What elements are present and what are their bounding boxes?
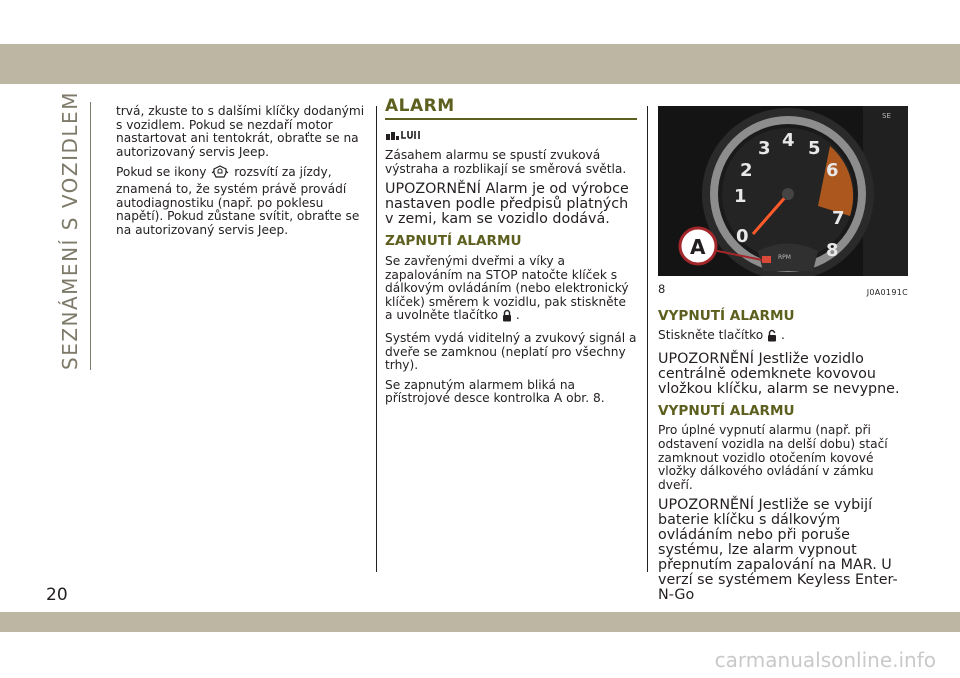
unlock-button-icon <box>767 329 777 346</box>
warning-note: UPOZORNĚNÍ Jestliže vozidlo centrálně odemknete kovovou vložkou klíčku, alarm se nevypne. <box>658 350 900 397</box>
column-divider <box>647 106 648 572</box>
watermark: carmanualsonline.info <box>714 648 936 672</box>
rpm-label: RPM <box>778 254 791 261</box>
text-column-1 <box>116 105 366 243</box>
market-availability-icon <box>385 128 637 146</box>
gauge-label-1: 1 <box>734 186 747 207</box>
text-run: Pokud se ikony <box>116 165 207 180</box>
subheading: ZAPNUTÍ ALARMU <box>385 233 522 250</box>
text-run: Stiskněte tlačítko <box>658 328 764 343</box>
text-run: rozsvítí za jízdy, znamená to, že systém právě provádí autodiagnostiku (např. po poklesu napětí). Pokud zůstane svítit, obraťte se na autorizovaný servis Jeep. <box>116 165 360 237</box>
text-run: . <box>781 328 785 343</box>
gauge-label-3: 3 <box>758 138 771 159</box>
gauge-label-0: 0 <box>736 226 749 247</box>
gauge-label-6: 6 <box>826 160 839 181</box>
callout-label: A <box>690 235 706 259</box>
bottom-color-band <box>0 612 960 632</box>
paragraph: Se zapnutým alarmem bliká na přístrojové desce kontrolka A obr. 8. <box>385 377 605 406</box>
gauge-corner-label: SE <box>882 112 891 120</box>
section-heading: ALARM <box>385 100 637 120</box>
lock-button-icon <box>502 309 512 326</box>
subheading: VYPNUTÍ ALARMU <box>658 307 795 324</box>
paragraph: Zásahem alarmu se spustí zvuková výstraha a rozblikají se směrová světla. <box>385 148 627 176</box>
paragraph <box>116 165 366 237</box>
engine-immobilizer-warning-icon <box>210 165 230 183</box>
paragraph: Systém vydá viditelný a zvukový signál a dveře se zamknou (neplatí pro všechny trhy). <box>385 330 637 373</box>
gauge-label-4: 4 <box>782 130 795 151</box>
gauge-label-5: 5 <box>808 138 821 159</box>
figure-code: J0A0191C <box>866 288 908 297</box>
text-run: Se zavřenými dveřmi a víky a zapalováním na STOP natočte klíček s dálkovým ovládáním (nebo elektronický klíček) směrem k vozidlu, pak stiskněte a uvolněte tlačítko <box>385 253 629 323</box>
paragraph: trvá, zkuste to s dalšími klíčky dodanými s vozidlem. Pokud se nezdaří motor nastartovat ani tentokrát, obraťte se na autorizovaný servis Jeep. <box>116 104 365 159</box>
gauge-label-8: 8 <box>826 240 839 261</box>
column-divider <box>376 106 377 572</box>
figure-number: 8 <box>658 282 666 296</box>
figure-caption <box>658 283 908 300</box>
paragraph: Pro úplné vypnutí alarmu (např. při odstavení vozidla na delší dobu) stačí zamknout vozidlo otočením kovové vložky dálkového ovládání v zámku dveří. <box>658 423 888 492</box>
text-column-2 <box>385 96 637 412</box>
text-column-3 <box>658 100 908 609</box>
side-title-rule <box>90 102 91 370</box>
section-side-title: SEZNÁMENÍ S VOZIDLEM <box>58 91 82 370</box>
gauge-label-2: 2 <box>740 160 753 181</box>
subheading: VYPNUTÍ ALARMU <box>658 402 795 419</box>
paragraph <box>658 329 908 346</box>
warning-note: UPOZORNĚNÍ Alarm je od výrobce nastaven podle předpisů platných v zemi, kam se vozidlo dodává. <box>385 181 629 228</box>
tachometer-illustration <box>658 106 908 276</box>
text-run: . <box>515 308 520 323</box>
warning-note: UPOZORNĚNÍ Jestliže se vybijí baterie klíčku s dálkovým ovládáním nebo při poruše systému, lze alarm vypnout přepnutím zapalování na MAR. U verzí se systémem Keyless Enter-N-Go <box>658 497 898 604</box>
top-color-band <box>0 44 960 84</box>
instrument-cluster-photo <box>658 106 908 276</box>
page-number: 20 <box>46 585 68 605</box>
gauge-label-7: 7 <box>832 208 845 229</box>
paragraph <box>385 255 637 326</box>
